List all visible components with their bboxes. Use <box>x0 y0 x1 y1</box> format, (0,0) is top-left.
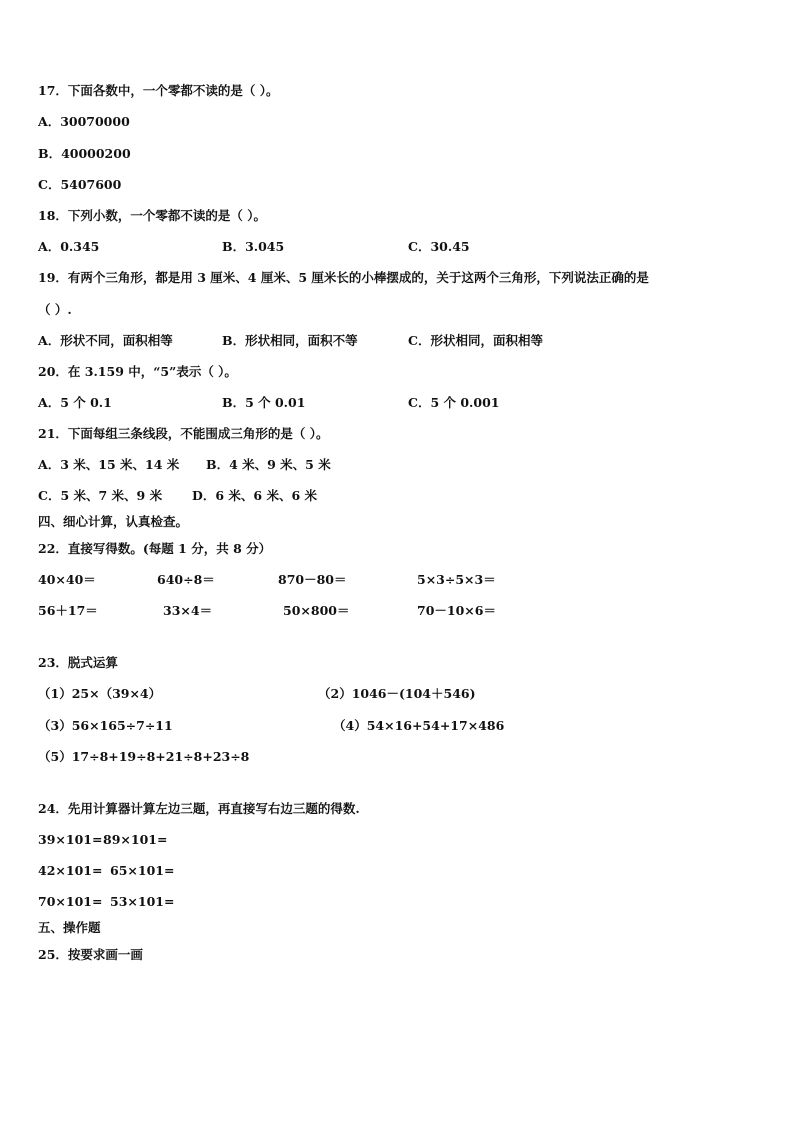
q20-option-a: A．5 个 0.1 <box>38 395 112 410</box>
q20-option-b: B．5 个 0.01 <box>222 395 306 410</box>
q22-stem: 22．直接写得数。(每题 1 分，共 8 分） <box>38 541 272 556</box>
q22-r1c4: 5×3÷5×3＝ <box>417 572 496 587</box>
section-5-heading: 五、操作题 <box>38 920 101 935</box>
q22-r2c4: 70－10×6＝ <box>417 603 496 618</box>
q22-r1c1: 40×40＝ <box>38 572 96 587</box>
q23-item-1: （1）25×（39×4） <box>38 686 162 701</box>
q22-r2c3: 50×800＝ <box>283 603 350 618</box>
q18-option-c: C．30.45 <box>408 239 470 254</box>
q22-r1c3: 870－80＝ <box>278 572 347 587</box>
q18-option-b: B．3.045 <box>222 239 285 254</box>
q17-option-c: C．5407600 <box>38 177 122 192</box>
q19-stem: 19．有两个三角形，都是用 3 厘米、4 厘米、5 厘米长的小棒摆成的，关于这两个三角形，下列说法正确的是 <box>38 270 649 285</box>
q21-stem: 21．下面每组三条线段，不能围成三角形的是（ ）。 <box>38 426 329 441</box>
q23-item-5: （5）17÷8+19÷8+21÷8+23÷8 <box>38 749 250 764</box>
q18-stem: 18．下列小数，一个零都不读的是（ ）。 <box>38 208 266 223</box>
q21-option-a: A．3 米、15 米、14 米 <box>38 457 180 472</box>
q22-r2c2: 33×4＝ <box>163 603 213 618</box>
q20-stem: 20．在 3.159 中，“5”表示（ ）。 <box>38 364 237 379</box>
q19-option-a: A．形状不同，面积相等 <box>38 333 173 348</box>
q21-option-d: D．6 米、6 米、6 米 <box>192 488 317 503</box>
q17-option-b: B．40000200 <box>38 146 131 161</box>
q18-option-a: A．0.345 <box>38 239 100 254</box>
q21-option-c: C．5 米、7 米、9 米 <box>38 488 163 503</box>
q24-r1-left: 39×101= <box>38 832 103 847</box>
q21-option-b: B．4 米、9 米、5 米 <box>206 457 331 472</box>
section-4-heading: 四、细心计算，认真检查。 <box>38 514 189 529</box>
q17-option-a: A．30070000 <box>38 114 130 129</box>
q24-r3-left: 70×101= <box>38 894 103 909</box>
q25-stem: 25．按要求画一画 <box>38 947 143 962</box>
q22-r1c2: 640÷8＝ <box>157 572 215 587</box>
q23-item-4: （4）54×16+54+17×486 <box>333 718 505 733</box>
q19-option-b: B．形状相同，面积不等 <box>222 333 358 348</box>
q24-stem: 24．先用计算器计算左边三题，再直接写右边三题的得数. <box>38 801 360 816</box>
q23-item-2: （2）1046－(104＋546) <box>318 686 476 701</box>
q24-r3-right: 53×101= <box>110 894 175 909</box>
q20-option-c: C．5 个 0.001 <box>408 395 500 410</box>
q19-option-c: C．形状相同，面积相等 <box>408 333 543 348</box>
q24-r2-right: 65×101= <box>110 863 175 878</box>
q24-r2-left: 42×101= <box>38 863 103 878</box>
q19-stem-continuation: （ ）. <box>38 302 72 317</box>
q22-r2c1: 56＋17＝ <box>38 603 98 618</box>
q17-stem: 17．下面各数中，一个零都不读的是（ ）。 <box>38 83 279 98</box>
q23-item-3: （3）56×165÷7÷11 <box>38 718 173 733</box>
q24-r1-right: 89×101= <box>103 832 168 847</box>
q23-stem: 23．脱式运算 <box>38 655 118 670</box>
